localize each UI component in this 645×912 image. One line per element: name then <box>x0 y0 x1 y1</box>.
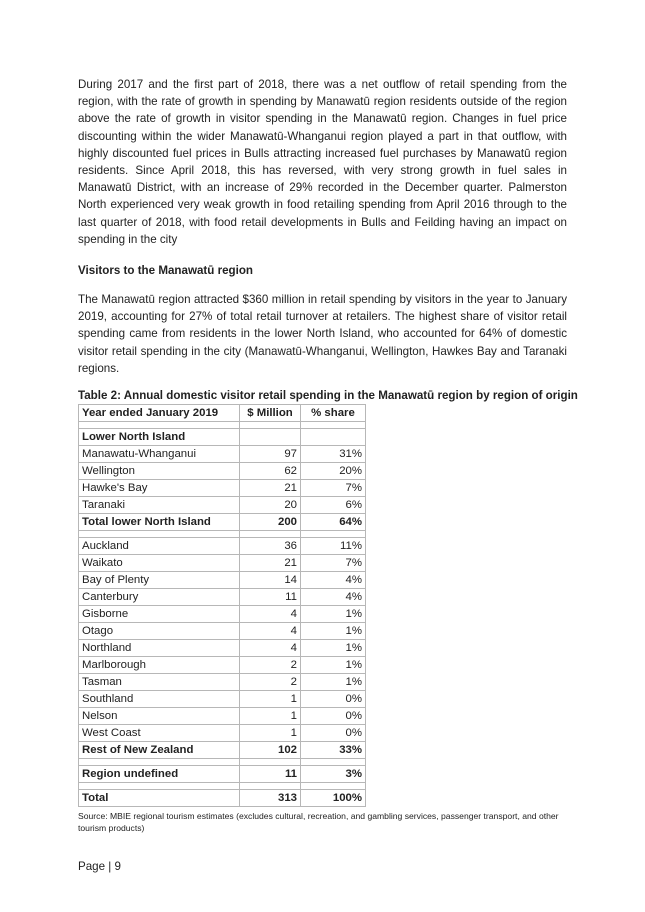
share-cell: 31% <box>301 446 366 463</box>
region-cell: Tasman <box>79 674 240 691</box>
page-body <box>78 76 578 834</box>
region-cell: Marlborough <box>79 657 240 674</box>
region-cell: Otago <box>79 623 240 640</box>
share-cell: 3% <box>301 766 366 783</box>
share-cell <box>301 429 366 446</box>
section-heading: Visitors to the Manawatū region <box>78 264 254 278</box>
million-cell: 2 <box>240 674 301 691</box>
share-cell: 0% <box>301 725 366 742</box>
table-spacer-row <box>79 759 366 766</box>
table-spacer-row <box>79 531 366 538</box>
share-cell: 20% <box>301 463 366 480</box>
table-row <box>79 555 366 572</box>
million-cell: 200 <box>240 514 301 531</box>
table-row <box>79 572 366 589</box>
table-row <box>79 691 366 708</box>
million-cell: 4 <box>240 606 301 623</box>
spacer-cell <box>301 759 366 766</box>
region-cell: Waikato <box>79 555 240 572</box>
table-header-row <box>79 405 366 422</box>
table-group-row <box>79 429 366 446</box>
million-cell: 21 <box>240 555 301 572</box>
spacer-cell <box>301 531 366 538</box>
share-cell: 0% <box>301 691 366 708</box>
table-spacer-row <box>79 422 366 429</box>
million-cell: 97 <box>240 446 301 463</box>
spacer-cell <box>240 783 301 790</box>
table-row <box>79 463 366 480</box>
region-cell: Manawatu-Whanganui <box>79 446 240 463</box>
share-cell: 7% <box>301 555 366 572</box>
share-cell: 0% <box>301 708 366 725</box>
table-spacer-row <box>79 783 366 790</box>
table-row <box>79 606 366 623</box>
region-cell: Canterbury <box>79 589 240 606</box>
million-cell <box>240 429 301 446</box>
million-cell: 1 <box>240 708 301 725</box>
table-total-row <box>79 742 366 759</box>
table-row <box>79 708 366 725</box>
million-cell: 313 <box>240 790 301 807</box>
million-cell: 4 <box>240 640 301 657</box>
share-cell: 64% <box>301 514 366 531</box>
share-cell: 1% <box>301 606 366 623</box>
region-cell: Nelson <box>79 708 240 725</box>
table-row <box>79 725 366 742</box>
million-cell: 1 <box>240 725 301 742</box>
share-cell: 33% <box>301 742 366 759</box>
million-cell: 4 <box>240 623 301 640</box>
spacer-cell <box>301 422 366 429</box>
million-cell: 36 <box>240 538 301 555</box>
million-cell: 11 <box>240 766 301 783</box>
spacer-cell <box>240 422 301 429</box>
spacer-cell <box>301 783 366 790</box>
spacer-cell <box>240 531 301 538</box>
table-row <box>79 446 366 463</box>
region-cell: Auckland <box>79 538 240 555</box>
million-cell: 11 <box>240 589 301 606</box>
spacer-cell <box>79 759 240 766</box>
region-cell: Taranaki <box>79 497 240 514</box>
region-cell: Lower North Island <box>79 429 240 446</box>
share-cell: 1% <box>301 657 366 674</box>
spacer-cell <box>79 422 240 429</box>
region-cell: West Coast <box>79 725 240 742</box>
region-cell: Total <box>79 790 240 807</box>
share-cell: 100% <box>301 790 366 807</box>
table-row <box>79 538 366 555</box>
table-row <box>79 674 366 691</box>
header-million: $ Million <box>240 405 301 422</box>
spacer-cell <box>79 783 240 790</box>
region-cell: Rest of New Zealand <box>79 742 240 759</box>
region-cell: Northland <box>79 640 240 657</box>
region-cell: Bay of Plenty <box>79 572 240 589</box>
visitor-spending-table <box>78 404 366 807</box>
million-cell: 14 <box>240 572 301 589</box>
share-cell: 4% <box>301 572 366 589</box>
region-cell: Southland <box>79 691 240 708</box>
intro-paragraph: During 2017 and the first part of 2018, there was a net outflow of retail spending from the region, with the rate of growth in spending by Manawatū region residents outside of the region above the rate of growth in visitor spending in the Manawatū region. Changes in fuel price discounting within the wider Manawatū-Whanganui region played a part in that outflow, with highly discounted fuel prices in Bulls attracting increased fuel purchases by Manawatū region residents. Since April 2018, this has reversed, with very strong growth in fuel sales in Manawatū District, with an increase of 29% recorded in the December quarter. Palmerston North experienced very weak growth in food retailing spending from April 2016 through to the last quarter of 2018, with food retail developments in Bulls and Feilding having an impact on spending in the city <box>78 78 567 246</box>
header-share: % share <box>301 405 366 422</box>
region-cell: Total lower North Island <box>79 514 240 531</box>
share-cell: 4% <box>301 589 366 606</box>
table-row <box>79 623 366 640</box>
table-title: Table 2: Annual domestic visitor retail spending in the Manawatū region by region of origin <box>78 389 578 403</box>
table-total-row <box>79 514 366 531</box>
spacer-cell <box>79 531 240 538</box>
million-cell: 1 <box>240 691 301 708</box>
table-row <box>79 480 366 497</box>
share-cell: 7% <box>301 480 366 497</box>
million-cell: 21 <box>240 480 301 497</box>
region-cell: Region undefined <box>79 766 240 783</box>
source-note: Source: MBIE regional tourism estimates (excludes cultural, recreation, and gambling services, passenger transport, and other tourism products) <box>78 811 559 834</box>
share-cell: 1% <box>301 640 366 657</box>
table-row <box>79 657 366 674</box>
share-cell: 6% <box>301 497 366 514</box>
header-year: Year ended January 2019 <box>79 405 240 422</box>
region-cell: Gisborne <box>79 606 240 623</box>
million-cell: 62 <box>240 463 301 480</box>
million-cell: 102 <box>240 742 301 759</box>
table-row <box>79 497 366 514</box>
table-row <box>79 640 366 657</box>
region-cell: Hawke's Bay <box>79 480 240 497</box>
table-row <box>79 589 366 606</box>
share-cell: 1% <box>301 623 366 640</box>
table-total-row <box>79 790 366 807</box>
share-cell: 1% <box>301 674 366 691</box>
million-cell: 2 <box>240 657 301 674</box>
million-cell: 20 <box>240 497 301 514</box>
share-cell: 11% <box>301 538 366 555</box>
visitors-paragraph: The Manawatū region attracted $360 million in retail spending by visitors in the year to January 2019, accounting for 27% of total retail turnover at retailers. The highest share of visitor retail spending came from residents in the lower North Island, who accounted for 64% of domestic visitor retail spending in the city (Manawatū-Whanganui, Wellington, Hawkes Bay and Taranaki regions. <box>78 293 567 375</box>
region-cell: Wellington <box>79 463 240 480</box>
page-footer: Page | 9 <box>78 860 121 873</box>
spacer-cell <box>240 759 301 766</box>
table-total-row <box>79 766 366 783</box>
